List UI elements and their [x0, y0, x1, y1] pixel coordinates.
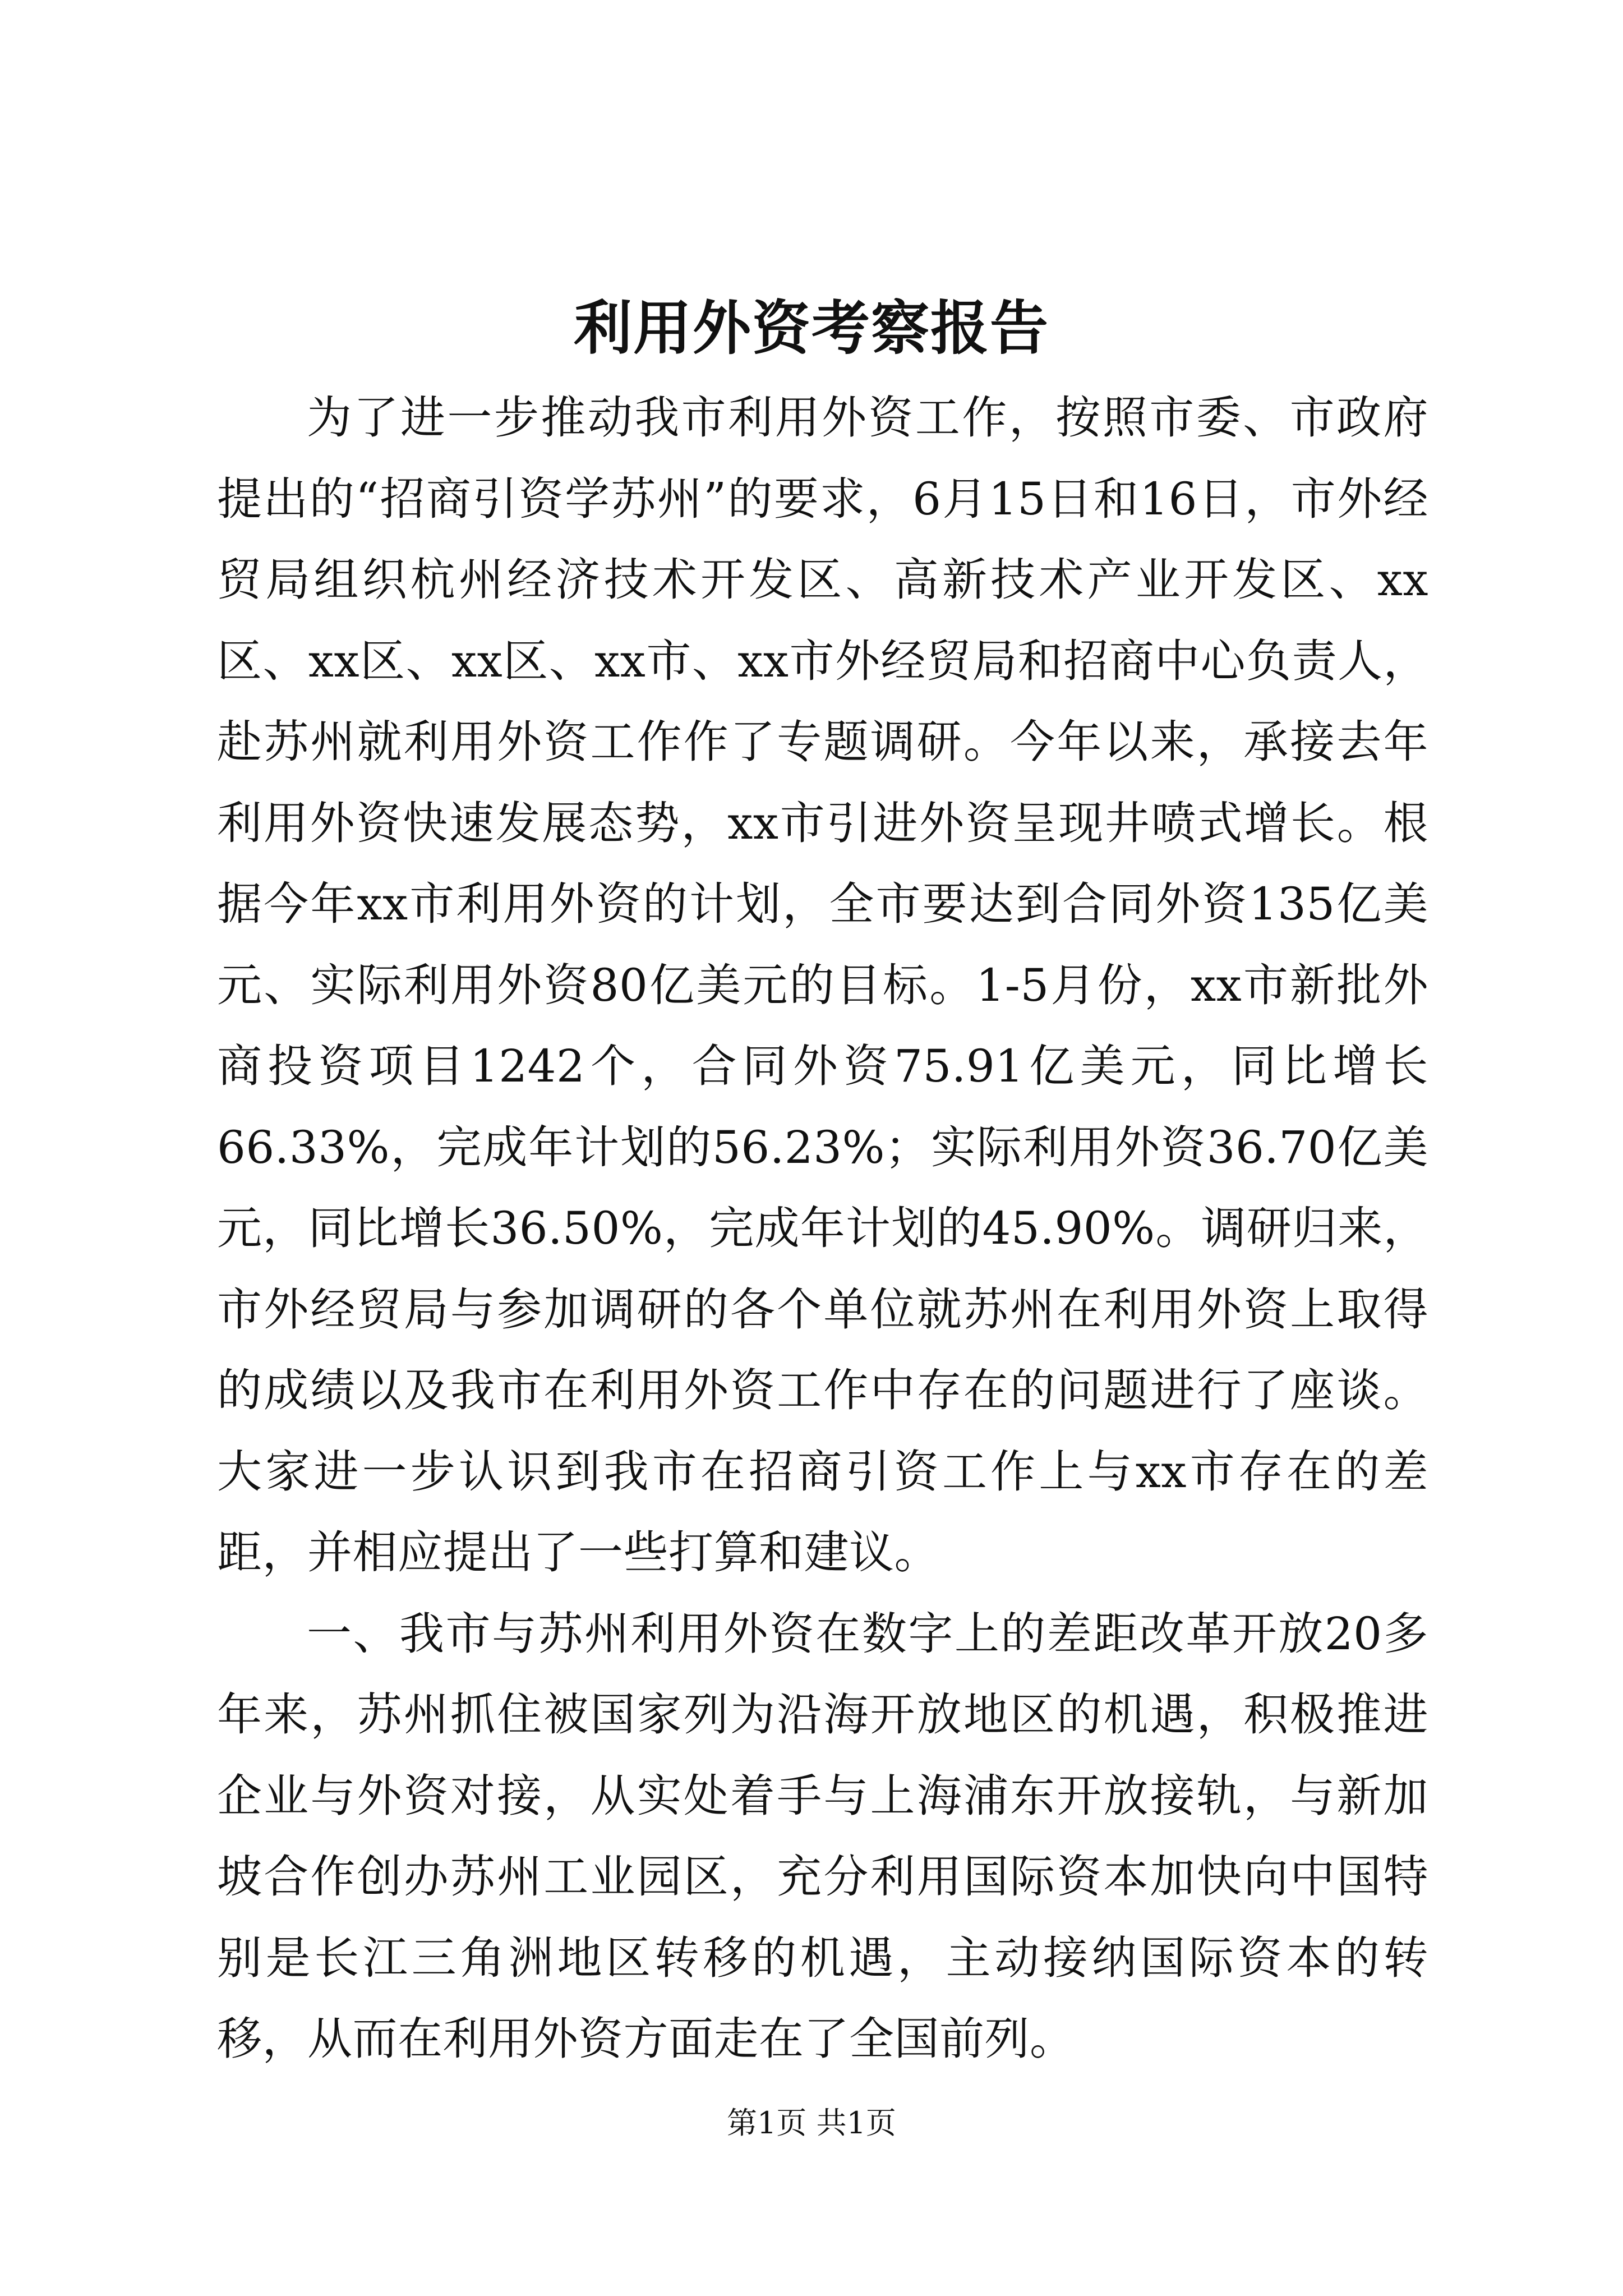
document-body — [217, 378, 1428, 2080]
document-title: 利用外资考察报告 — [573, 293, 1049, 362]
paragraph-intro: 为了进一步推动我市利用外资工作，按照市委、市政府提出的“招商引资学苏州”的要求，6月15日和16日，市外经贸局组织杭州经济技术开发区、高新技术产业开发区、xx区、xx区、xx区、xx市、xx市外经贸局和招商中心负责人，赴苏州就利用外资工作作了专题调研。今年以来，承接去年利用外资快速发展态势，xx市引进外资呈现井喷式增长。根据今年xx市利用外资的计划，全市要达到合同外资135亿美元、实际利用外资80亿美元的目标。1-5月份，xx市新批外商投资项目1242个，合同外资75.91亿美元，同比增长66.33%，完成年计划的56.23%；实际利用外资36.70亿美元，同比增长36.50%，完成年计划的45.90%。调研归来，市外经贸局与参加调研的各个单位就苏州在利用外资上取得的成绩以及我市在利用外资工作中存在的问题进行了座谈。大家进一步认识到我市在招商引资工作上与xx市存在的差距，并相应提出了一些打算和建议。 — [217, 392, 1428, 1579]
paragraph-section-one: 一、我市与苏州利用外资在数字上的差距改革开放20多年来，苏州抓住被国家列为沿海开放地区的机遇，积极推进企业与外资对接，从实处着手与上海浦东开放接轨，与新加坡合作创办苏州工业园区，充分利用国际资本加快向中国特别是长江三角洲地区转移的机遇，主动接纳国际资本的转移，从而在利用外资方面走在了全国前列。 — [217, 1607, 1428, 2065]
page-footer: 第1页 共1页 — [727, 2105, 896, 2141]
